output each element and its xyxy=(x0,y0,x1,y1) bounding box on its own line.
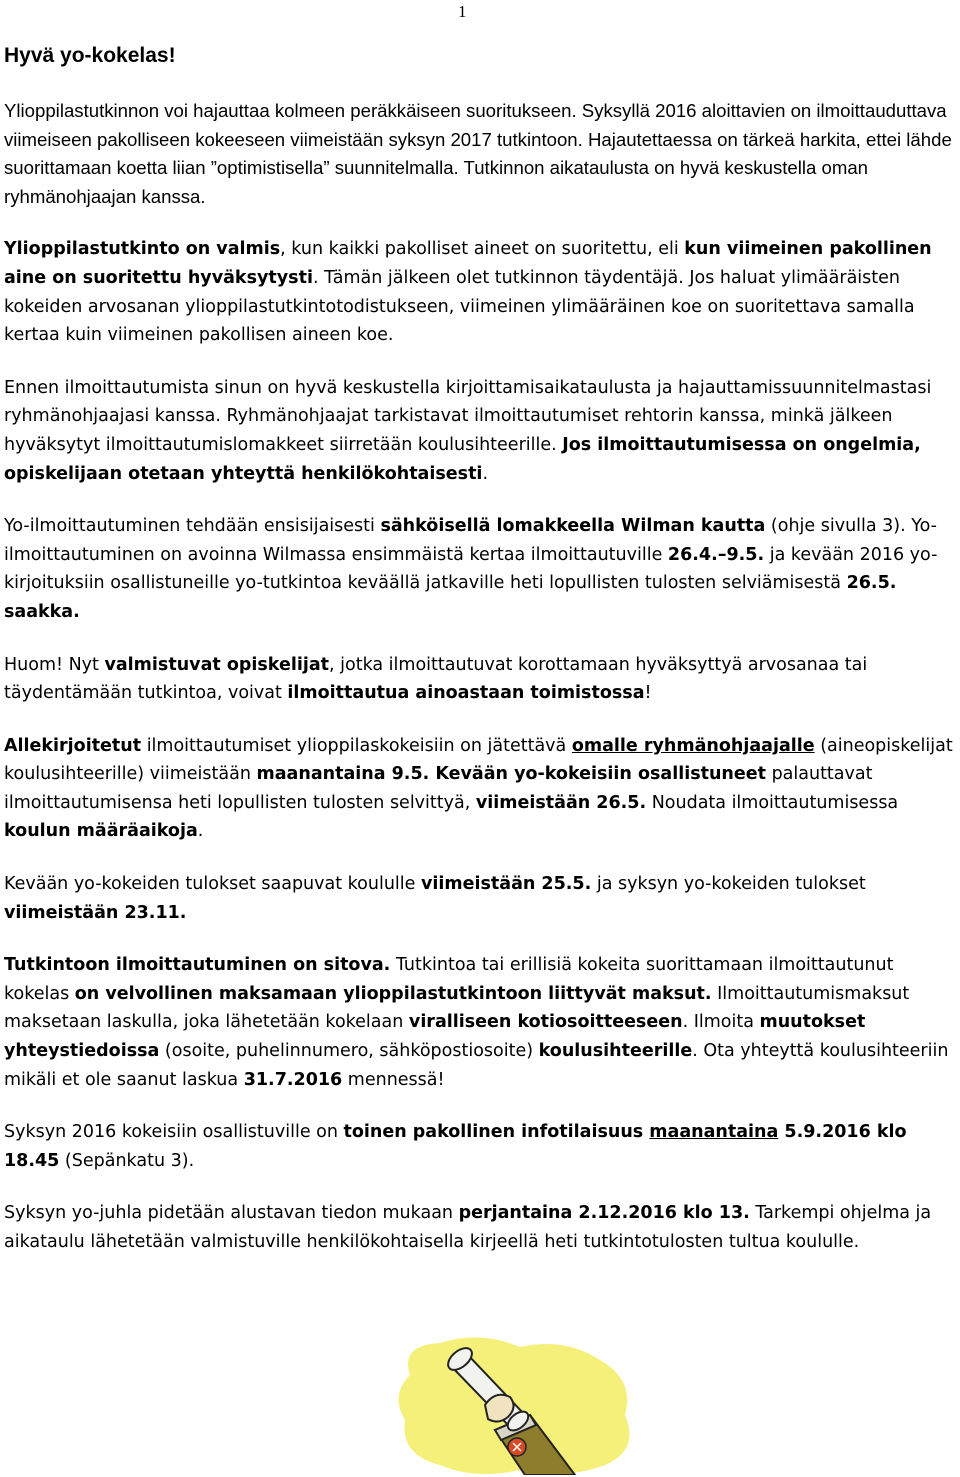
text-run: toinen pakollinen infotilaisuus xyxy=(343,1122,650,1143)
text-run: 31.7.2016 xyxy=(243,1069,343,1090)
text-run: Tarkempi ohjelma ja aikataulu lähetetään valmistuville henkilökohtaisella kirjeellä heti tutkintotulosten tultua koululle. xyxy=(4,1203,932,1252)
text-run: Yo-ilmoittautuminen tehdään ensisijaisesti xyxy=(4,516,381,537)
paragraph xyxy=(4,1118,956,1175)
text-run: perjantaina 2.12.2016 klo 13. xyxy=(458,1203,750,1224)
text-run: sähköisellä lomakkeella Wilman kautta xyxy=(380,516,766,537)
document-body xyxy=(4,97,956,1281)
page-number: 1 xyxy=(458,2,467,21)
text-run: . Ota yhteyttä koulusihteeriin mikäli et ole saanut laskua xyxy=(4,1041,949,1090)
paragraph xyxy=(4,1199,956,1256)
text-run: 26.4.–9.5. xyxy=(667,544,765,565)
paragraph xyxy=(4,951,956,1094)
text-run: Ennen ilmoittautumista sinun on hyvä keskustella kirjoittamisaikataulusta ja hajauttamissuunnitelmastasi ryhmänohjaajasi kanssa. Ryhmänohjaajat tarkistavat ilmoittautumiset rehtorin kanssa, minkä jälkeen hyväksytyt ilmoittautumislomakkeet siirretään koulusihteerille. xyxy=(4,377,932,455)
text-run: Ylioppilastutkinto on valmis xyxy=(4,239,281,260)
diploma-scroll-icon xyxy=(390,1335,640,1475)
text-run: ilmoittautumiset ylioppilaskokeisiin on jätettävä xyxy=(141,735,572,756)
text-run: Syksyn yo-juhla pidetään alustavan tiedon mukaan xyxy=(4,1203,459,1224)
text-run: Tutkintoa tai erillisiä kokeita suorittamaan ilmoittautunut kokelas xyxy=(4,955,894,1004)
paragraph xyxy=(4,512,956,626)
text-run: Syksyn 2016 kokeisiin osallistuville on xyxy=(4,1122,344,1143)
text-run: Kevään yo-kokeiden tulokset saapuvat koululle xyxy=(4,874,421,895)
text-run: maanantaina xyxy=(649,1122,779,1143)
text-run: maanantaina 9.5. Kevään yo-kokeisiin osallistuneet xyxy=(256,764,766,785)
text-run: . Ilmoita xyxy=(682,1012,760,1033)
text-run: Allekirjoitetut xyxy=(4,735,142,756)
paragraph xyxy=(4,97,956,211)
text-run: viimeistään 23.11. xyxy=(4,902,187,923)
text-run: palauttavat ilmoittautumisensa heti lopullisten tulosten selvittyä, xyxy=(4,764,873,813)
text-run: viimeistään 26.5. xyxy=(475,792,647,813)
text-run: Huom! Nyt xyxy=(4,654,105,675)
text-run: omalle ryhmänohjaajalle xyxy=(571,735,815,756)
text-run: . xyxy=(482,463,489,484)
text-run: viimeistään 25.5. xyxy=(420,874,592,895)
text-run: 5.9.2016 klo 18.45 xyxy=(4,1122,907,1171)
text-run: koulun määräaikoja xyxy=(4,821,198,842)
text-run: on velvollinen maksamaan ylioppilastutkintoon liittyvät maksut. xyxy=(74,983,712,1004)
text-run: valmistuvat opiskelijat xyxy=(104,654,330,675)
text-run: Ilmoittautumismaksut maksetaan laskulla, joka lähetetään kokelaan xyxy=(4,983,910,1033)
text-run: . Tämän jälkeen olet tutkinnon täydentäjä. Jos haluat ylimääräisten kokeiden arvosanan ylioppilastutkintotodistukseen, viimeinen ylimääräinen koe on suoritettava samalla kertaa kuin viimeinen pakollisen aineen koe. xyxy=(4,267,915,346)
paragraph xyxy=(4,235,956,349)
text-run: 26.5. saakka. xyxy=(4,573,897,622)
text-run: (osoite, puhelinnumero, sähköpostiosoite) xyxy=(159,1041,539,1062)
text-run: koulusihteerille xyxy=(538,1041,693,1062)
paragraph xyxy=(4,374,956,488)
text-run: viralliseen kotiosoitteeseen xyxy=(408,1012,683,1033)
text-run: (Sepänkatu 3). xyxy=(59,1150,195,1171)
text-run: ! xyxy=(644,683,652,704)
text-run: , jotka ilmoittautuvat korottamaan hyväksyttyä arvosanaa tai täydentämään tutkintoa, voivat xyxy=(4,654,868,704)
greeting-heading: Hyvä yo-kokelas! xyxy=(4,44,176,67)
text-run: mennessä! xyxy=(342,1069,445,1090)
text-run: (aineopiskelijat koulusihteerille) viimeistään xyxy=(4,735,953,785)
text-run: kun viimeinen pakollinen aine on suoritettu hyväksytysti xyxy=(4,239,932,288)
paragraph xyxy=(4,732,956,846)
paragraph xyxy=(4,651,956,708)
text-run: , kun kaikki pakolliset aineet on suoritettu, eli xyxy=(280,239,685,260)
text-run: Tutkintoon ilmoittautuminen on sitova. xyxy=(4,955,391,976)
text-run: muutokset yhteystiedoissa xyxy=(4,1012,866,1062)
text-run: ja kevään 2016 yo-kirjoituksiin osallistuneille yo-tutkintoa keväällä jatkaville heti lopullisten tulosten selviämisestä xyxy=(4,544,938,594)
text-run: Ylioppilastutkinnon voi hajauttaa kolmeen peräkkäiseen suoritukseen. Syksyllä 2016 aloittavien on ilmoittauduttava viimeiseen pakolliseen kokeeseen viimeistään syksyn 2017 tutkintoon. Hajautettaessa on tärkeä harkita, ettei lähde suorittamaan koetta liian ”optimistisella” suunnitelmalla. Tutkinnon aikataulusta on hyvä keskustella oman ryhmänohjaajan kanssa. xyxy=(4,100,952,207)
text-run: ja syksyn yo-kokeiden tulokset xyxy=(591,874,866,895)
text-run: . xyxy=(197,821,204,842)
text-run: ilmoittautua ainoastaan toimistossa xyxy=(287,683,645,704)
text-run: Jos ilmoittautumisessa on ongelmia, opiskelijaan otetaan yhteyttä henkilökohtaisesti xyxy=(4,434,921,484)
text-run: (ohje sivulla 3). Yo-ilmoittautuminen on avoinna Wilmassa ensimmäistä kertaa ilmoittautuville xyxy=(4,516,937,565)
text-run: Noudata ilmoittautumisessa xyxy=(646,792,899,813)
paragraph xyxy=(4,870,956,927)
